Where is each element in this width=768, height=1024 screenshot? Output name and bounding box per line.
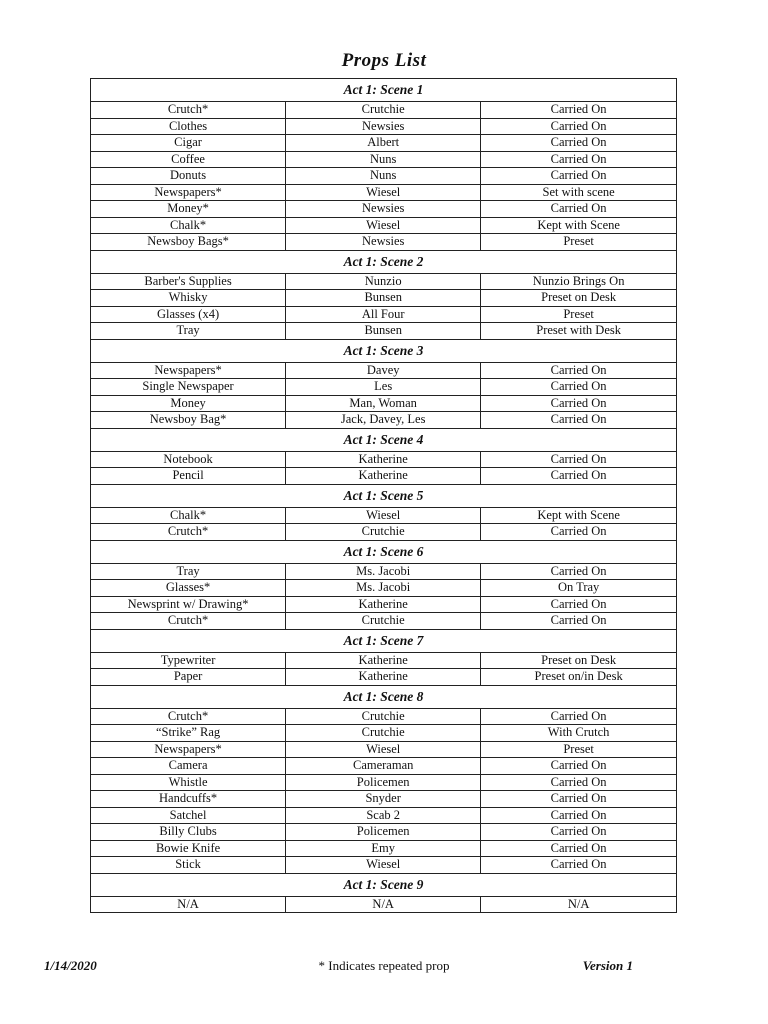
- scene-header-row: [91, 250, 677, 273]
- prop-name-cell: Handcuffs*: [91, 791, 286, 808]
- prop-name-cell: “Strike” Rag: [91, 725, 286, 742]
- character-cell: Policemen: [286, 774, 481, 791]
- prop-name-cell: Newsboy Bags*: [91, 234, 286, 251]
- character-cell: Nuns: [286, 168, 481, 185]
- character-cell: Wiesel: [286, 507, 481, 524]
- handling-cell: Preset on Desk: [481, 652, 677, 669]
- prop-name-cell: Notebook: [91, 451, 286, 468]
- prop-name-cell: Newspapers*: [91, 362, 286, 379]
- character-cell: Katherine: [286, 596, 481, 613]
- prop-name-cell: Cigar: [91, 135, 286, 152]
- handling-cell: Carried On: [481, 708, 677, 725]
- prop-name-cell: Newsprint w/ Drawing*: [91, 596, 286, 613]
- character-cell: All Four: [286, 306, 481, 323]
- prop-name-cell: Paper: [91, 669, 286, 686]
- table-row: [91, 857, 677, 874]
- table-row: [91, 468, 677, 485]
- handling-cell: Carried On: [481, 563, 677, 580]
- scene-header-row: [91, 540, 677, 563]
- scene-header-row: [91, 685, 677, 708]
- table-row: [91, 451, 677, 468]
- table-row: [91, 741, 677, 758]
- character-cell: Crutchie: [286, 708, 481, 725]
- character-cell: Snyder: [286, 791, 481, 808]
- prop-name-cell: Clothes: [91, 118, 286, 135]
- table-row: [91, 135, 677, 152]
- prop-name-cell: Barber's Supplies: [91, 273, 286, 290]
- handling-cell: Carried On: [481, 840, 677, 857]
- prop-name-cell: Money: [91, 395, 286, 412]
- scene-heading: Act 1: Scene 8: [91, 685, 677, 708]
- props-table: [90, 78, 677, 913]
- character-cell: Nuns: [286, 151, 481, 168]
- handling-cell: Carried On: [481, 451, 677, 468]
- page-title: Props List: [341, 50, 427, 71]
- character-cell: Man, Woman: [286, 395, 481, 412]
- character-cell: Ms. Jacobi: [286, 563, 481, 580]
- character-cell: Bunsen: [286, 323, 481, 340]
- prop-name-cell: Newspapers*: [91, 741, 286, 758]
- handling-cell: Carried On: [481, 118, 677, 135]
- scene-header-row: [91, 484, 677, 507]
- prop-name-cell: Camera: [91, 758, 286, 775]
- character-cell: Katherine: [286, 652, 481, 669]
- handling-cell: Carried On: [481, 524, 677, 541]
- props-table-body: [91, 79, 677, 913]
- table-row: [91, 118, 677, 135]
- handling-cell: On Tray: [481, 580, 677, 597]
- prop-name-cell: Crutch*: [91, 613, 286, 630]
- handling-cell: Carried On: [481, 791, 677, 808]
- character-cell: Katherine: [286, 468, 481, 485]
- table-row: [91, 290, 677, 307]
- table-row: [91, 596, 677, 613]
- handling-cell: Preset on/in Desk: [481, 669, 677, 686]
- handling-cell: Carried On: [481, 613, 677, 630]
- scene-heading: Act 1: Scene 3: [91, 339, 677, 362]
- character-cell: Wiesel: [286, 217, 481, 234]
- character-cell: Crutchie: [286, 613, 481, 630]
- table-row: [91, 807, 677, 824]
- prop-name-cell: Whisky: [91, 290, 286, 307]
- handling-cell: Carried On: [481, 807, 677, 824]
- character-cell: Newsies: [286, 118, 481, 135]
- footer-version: Version 1: [582, 958, 633, 973]
- handling-cell: Carried On: [481, 412, 677, 429]
- character-cell: Les: [286, 379, 481, 396]
- character-cell: Crutchie: [286, 725, 481, 742]
- table-row: [91, 563, 677, 580]
- handling-cell: Set with scene: [481, 184, 677, 201]
- handling-cell: Preset: [481, 741, 677, 758]
- prop-name-cell: Tray: [91, 563, 286, 580]
- handling-cell: Carried On: [481, 168, 677, 185]
- character-cell: Crutchie: [286, 102, 481, 119]
- table-row: [91, 323, 677, 340]
- scene-header-row: [91, 79, 677, 102]
- table-row: [91, 791, 677, 808]
- handling-cell: Preset: [481, 306, 677, 323]
- prop-name-cell: Coffee: [91, 151, 286, 168]
- table-row: [91, 708, 677, 725]
- character-cell: Katherine: [286, 669, 481, 686]
- scene-heading: Act 1: Scene 9: [91, 873, 677, 896]
- table-row: [91, 669, 677, 686]
- scene-heading: Act 1: Scene 7: [91, 629, 677, 652]
- scene-heading: Act 1: Scene 6: [91, 540, 677, 563]
- prop-name-cell: Crutch*: [91, 102, 286, 119]
- handling-cell: Carried On: [481, 758, 677, 775]
- prop-name-cell: Donuts: [91, 168, 286, 185]
- footer-note: * Indicates repeated prop: [318, 958, 450, 973]
- handling-cell: Preset with Desk: [481, 323, 677, 340]
- table-row: [91, 896, 677, 913]
- character-cell: Wiesel: [286, 741, 481, 758]
- handling-cell: Carried On: [481, 395, 677, 412]
- handling-cell: Carried On: [481, 201, 677, 218]
- prop-name-cell: Whistle: [91, 774, 286, 791]
- table-row: [91, 758, 677, 775]
- scene-heading: Act 1: Scene 4: [91, 428, 677, 451]
- footer-date: 1/14/2020: [44, 958, 97, 973]
- prop-name-cell: Newsboy Bag*: [91, 412, 286, 429]
- table-row: [91, 840, 677, 857]
- character-cell: Crutchie: [286, 524, 481, 541]
- character-cell: Emy: [286, 840, 481, 857]
- table-row: [91, 652, 677, 669]
- table-row: [91, 102, 677, 119]
- handling-cell: Kept with Scene: [481, 217, 677, 234]
- scene-heading: Act 1: Scene 1: [91, 79, 677, 102]
- table-row: [91, 151, 677, 168]
- scene-header-row: [91, 428, 677, 451]
- handling-cell: N/A: [481, 896, 677, 913]
- prop-name-cell: Stick: [91, 857, 286, 874]
- table-row: [91, 395, 677, 412]
- handling-cell: Carried On: [481, 362, 677, 379]
- prop-name-cell: Chalk*: [91, 507, 286, 524]
- table-row: [91, 725, 677, 742]
- handling-cell: Carried On: [481, 857, 677, 874]
- handling-cell: Carried On: [481, 151, 677, 168]
- character-cell: Katherine: [286, 451, 481, 468]
- prop-name-cell: Satchel: [91, 807, 286, 824]
- character-cell: Scab 2: [286, 807, 481, 824]
- scene-heading: Act 1: Scene 2: [91, 250, 677, 273]
- character-cell: Nunzio: [286, 273, 481, 290]
- prop-name-cell: Single Newspaper: [91, 379, 286, 396]
- handling-cell: With Crutch: [481, 725, 677, 742]
- handling-cell: Preset on Desk: [481, 290, 677, 307]
- handling-cell: Carried On: [481, 774, 677, 791]
- prop-name-cell: Pencil: [91, 468, 286, 485]
- table-row: [91, 362, 677, 379]
- handling-cell: Carried On: [481, 824, 677, 841]
- prop-name-cell: Crutch*: [91, 708, 286, 725]
- handling-cell: Carried On: [481, 379, 677, 396]
- table-row: [91, 168, 677, 185]
- table-row: [91, 507, 677, 524]
- character-cell: Cameraman: [286, 758, 481, 775]
- table-row: [91, 217, 677, 234]
- prop-name-cell: Bowie Knife: [91, 840, 286, 857]
- table-row: [91, 184, 677, 201]
- table-row: [91, 306, 677, 323]
- character-cell: Wiesel: [286, 184, 481, 201]
- table-row: [91, 613, 677, 630]
- handling-cell: Carried On: [481, 135, 677, 152]
- scene-header-row: [91, 629, 677, 652]
- scene-header-row: [91, 339, 677, 362]
- table-row: [91, 824, 677, 841]
- scene-header-row: [91, 873, 677, 896]
- table-row: [91, 524, 677, 541]
- character-cell: Davey: [286, 362, 481, 379]
- handling-cell: Carried On: [481, 468, 677, 485]
- prop-name-cell: Newspapers*: [91, 184, 286, 201]
- character-cell: Newsies: [286, 234, 481, 251]
- handling-cell: Preset: [481, 234, 677, 251]
- table-row: [91, 273, 677, 290]
- handling-cell: Carried On: [481, 102, 677, 119]
- table-row: [91, 379, 677, 396]
- handling-cell: Carried On: [481, 596, 677, 613]
- character-cell: Wiesel: [286, 857, 481, 874]
- table-row: [91, 580, 677, 597]
- prop-name-cell: Tray: [91, 323, 286, 340]
- table-row: [91, 201, 677, 218]
- prop-name-cell: Glasses (x4): [91, 306, 286, 323]
- prop-name-cell: N/A: [91, 896, 286, 913]
- table-row: [91, 412, 677, 429]
- prop-name-cell: Billy Clubs: [91, 824, 286, 841]
- character-cell: Policemen: [286, 824, 481, 841]
- prop-name-cell: Money*: [91, 201, 286, 218]
- character-cell: Jack, Davey, Les: [286, 412, 481, 429]
- prop-name-cell: Glasses*: [91, 580, 286, 597]
- prop-name-cell: Typewriter: [91, 652, 286, 669]
- character-cell: Albert: [286, 135, 481, 152]
- table-row: [91, 774, 677, 791]
- prop-name-cell: Chalk*: [91, 217, 286, 234]
- table-row: [91, 234, 677, 251]
- character-cell: Bunsen: [286, 290, 481, 307]
- prop-name-cell: Crutch*: [91, 524, 286, 541]
- scene-heading: Act 1: Scene 5: [91, 484, 677, 507]
- handling-cell: Nunzio Brings On: [481, 273, 677, 290]
- character-cell: N/A: [286, 896, 481, 913]
- character-cell: Ms. Jacobi: [286, 580, 481, 597]
- handling-cell: Kept with Scene: [481, 507, 677, 524]
- character-cell: Newsies: [286, 201, 481, 218]
